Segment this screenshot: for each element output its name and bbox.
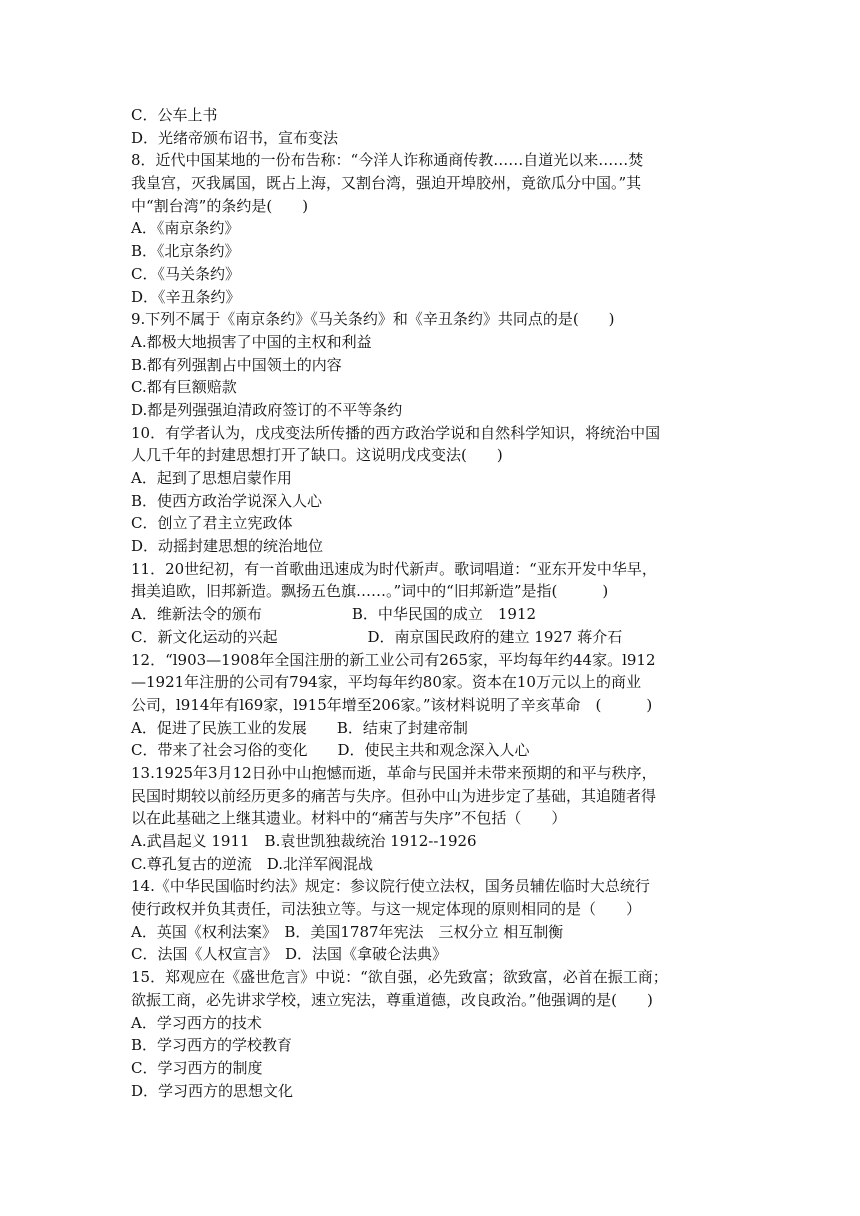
question-8-stem: 我皇宫，灭我属国，既占上海，又割台湾，强迫开埠胶州，竟欲瓜分中国。”其	[131, 174, 642, 193]
option-line: D．学习西方的思想文化	[131, 1081, 294, 1100]
option-line: D．动摇封建思想的统治地位	[131, 537, 324, 556]
option-line: C．《马关条约》	[131, 264, 240, 283]
option-line: C.都有巨额赔款	[131, 378, 237, 397]
question-content	[131, 104, 736, 1102]
option-line: B．使西方政治学说深入人心	[131, 491, 323, 510]
question-13-stem: 13.1925年3月12日孙中山抱憾而逝，革命与民国并未带来预期的和平与秩序，	[131, 763, 657, 782]
question-14-stem: 14.《中华民国临时约法》规定：参议院行使立法权，国务员辅佐临时大总统行	[131, 877, 650, 896]
option-line: A.武昌起义 1911 B.袁世凯独裁统治 1912--1926	[131, 832, 477, 850]
option-line: C．带来了社会习俗的变化 D．使民主共和观念深入人心	[131, 741, 530, 760]
option-line: B．《北京条约》	[131, 242, 240, 261]
question-12-stem: 12．“l903—1908年全国注册的新工业公司有265家，平均每年约44家。l912	[131, 650, 656, 669]
option-line: D.都是列强强迫清政府签订的不平等条约	[131, 400, 403, 419]
question-11-stem: 揖美追欧，旧邦新造。飘扬五色旗……。”词中的“旧邦新造”是指( )	[131, 582, 609, 601]
option-line: A．英国《权利法案》 B．美国1787年宪法 三权分立 相互制衡	[131, 922, 564, 941]
option-line: A．《南京条约》	[131, 219, 240, 238]
question-15-stem: 欲振工商，必先讲求学校，速立宪法，尊重道德，改良政治。”他强调的是( )	[131, 990, 653, 1009]
option-line: C．学习西方的制度	[131, 1058, 263, 1077]
option-line: A．维新法令的颁布 B．中华民国的成立 1912	[131, 605, 537, 624]
question-12-stem: —1921年注册的公司有794家，平均每年约80家。资本在10万元以上的商业	[131, 673, 641, 692]
question-11-stem: 11．20世纪初，有一首歌曲迅速成为时代新声。歌词唱道：“亚东开发中华早，	[131, 559, 657, 578]
question-13-stem: 以在此基础之上继其遗业。材料中的“痛苦与失序”不包括（ ）	[131, 809, 567, 828]
option-line: A．起到了思想启蒙作用	[131, 469, 292, 487]
option-line: C.尊孔复古的逆流 D.北洋军阀混战	[131, 854, 373, 873]
option-line: C．新文化运动的兴起 D．南京国民政府的建立 1927 蒋介石	[131, 627, 623, 646]
option-line: D．光绪帝颁布诏书，宣布变法	[131, 128, 339, 147]
question-10-stem: 10．有学者认为，戊戌变法所传播的西方政治学说和自然科学知识，将统治中国	[131, 423, 661, 442]
question-10-stem: 人几千年的封建思想打开了缺口。这说明戊戌变法( )	[131, 446, 503, 465]
question-12-stem: 公司，l914年有l69家，l915年增至206家。”该材料说明了辛亥革命 ( )	[131, 695, 653, 714]
question-8-stem: 中“割台湾”的条约是( )	[131, 196, 309, 215]
option-line: C．创立了君主立宪政体	[131, 514, 293, 533]
question-15-stem: 15．郑观应在《盛世危言》中说：“欲自强，必先致富；欲致富，必首在振工商；	[131, 968, 668, 987]
question-8-stem: 8．近代中国某地的一份布告称：“今洋人诈称通商传教……自道光以来……焚	[131, 151, 644, 170]
question-14-stem: 使行政权并负其责任，司法独立等。与这一规定体现的原则相同的是（ ）	[131, 900, 642, 919]
option-line: A．学习西方的技术	[131, 1013, 262, 1032]
option-line: D．《辛丑条约》	[131, 287, 241, 306]
option-line: C．法国《人权宣言》 D．法国《拿破仑法典》	[131, 945, 448, 964]
question-9-stem: 9.下列不属于《南京条约》《马关条约》和《辛丑条约》共同点的是( )	[131, 310, 615, 329]
option-line: B．学习西方的学校教育	[131, 1036, 293, 1055]
option-line: C．公车上书	[131, 106, 218, 124]
option-line: A．促进了民族工业的发展 B．结束了封建帝制	[131, 718, 468, 737]
option-line: B.都有列强割占中国领土的内容	[131, 355, 342, 374]
option-line: A.都极大地损害了中国的主权和利益	[131, 332, 372, 351]
question-13-stem: 民国时期较以前经历更多的痛苦与失序。但孙中山为进步定了基础，其追随者得	[131, 786, 657, 805]
